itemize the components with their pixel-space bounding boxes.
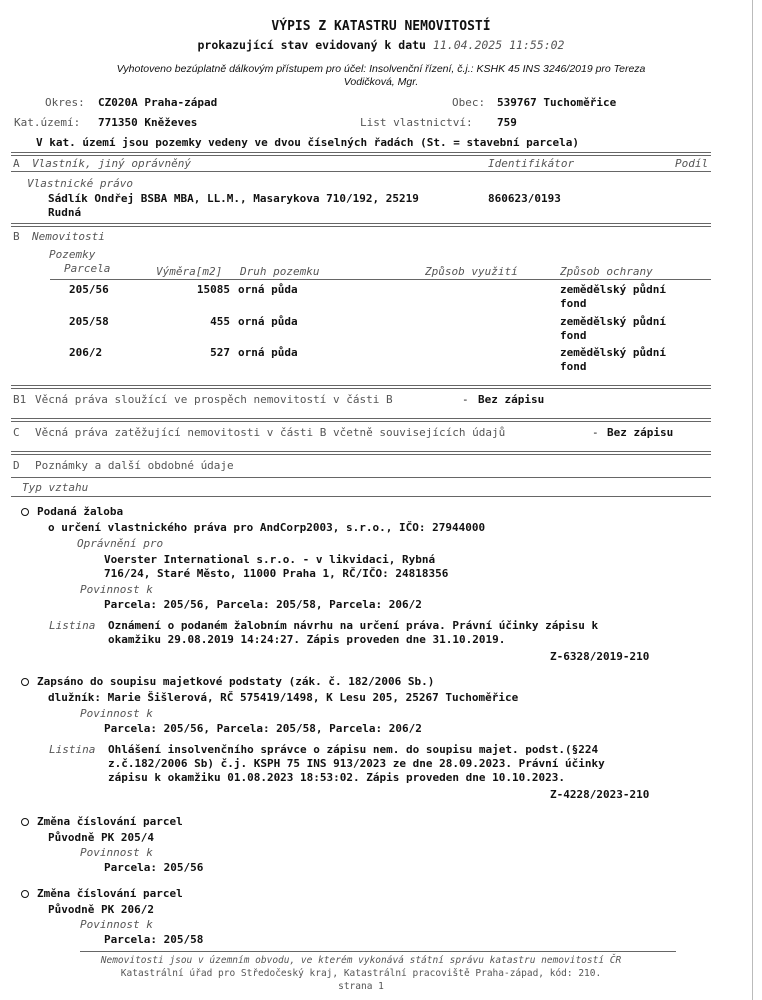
katuzemi-value: 771350 Kněževes xyxy=(98,116,198,129)
subtitle-date: 11.04.2025 11:55:02 xyxy=(432,38,565,52)
section-c-rule xyxy=(11,418,711,422)
typ-vztahu-rule xyxy=(11,496,711,497)
parcel-row-3-ochrana-2: fond xyxy=(560,360,587,373)
entry-3-povinnost-label: Povinnost k xyxy=(80,846,153,859)
section-c-value: Bez zápisu xyxy=(607,426,674,439)
vlastnicke-pravo-heading: Vlastnické právo xyxy=(27,177,133,190)
obec-value: 539767 Tuchoměřice xyxy=(497,96,617,109)
entry-2-povinnost-label: Povinnost k xyxy=(80,707,153,720)
entry-1-opravneni-line-1: Voerster International s.r.o. - v likvidaci, Rybná xyxy=(104,553,436,566)
entry-4-line: Původně PK 206/2 xyxy=(48,903,154,916)
section-b1-rule xyxy=(11,385,711,389)
document-title: VÝPIS Z KATASTRU NEMOVITOSTÍ xyxy=(271,19,491,34)
entry-1-opravneni-line-2: 716/24, Staré Město, 11000 Praha 1, RČ/IČO: 24818356 xyxy=(104,567,449,580)
entry-2-listina-label: Listina xyxy=(49,743,96,756)
purpose-line-2: Vodičková, Mgr. xyxy=(343,76,419,88)
footer-line-2: Katastrální úřad pro Středočeský kraj, Katastrální pracoviště Praha-západ, kód: 210. xyxy=(120,968,602,979)
entry-4-povinnost-value: Parcela: 205/58 xyxy=(104,933,204,946)
entry-3-title: Změna číslování parcel xyxy=(37,815,183,828)
parcel-row-3-vymera: 527 xyxy=(210,346,230,359)
entry-4-title: Změna číslování parcel xyxy=(37,887,183,900)
section-b-subrule xyxy=(50,279,711,280)
footer-page-number: strana 1 xyxy=(338,981,384,992)
section-d-prefix: D xyxy=(13,459,20,472)
section-a-prefix: A xyxy=(13,157,20,170)
subtitle-label: prokazující stav evidovaný k datu xyxy=(197,38,426,52)
lv-value: 759 xyxy=(497,116,517,129)
entry-1-povinnost-value: Parcela: 205/56, Parcela: 205/58, Parcela: 206/2 xyxy=(104,598,422,611)
section-b1-prefix: B1 xyxy=(13,393,27,406)
parcel-row-2-ochrana-2: fond xyxy=(560,329,587,342)
parcel-row-1-druh: orná půda xyxy=(238,283,298,296)
purpose-line-1: Vyhotoveno bezúplatně dálkovým přístupem pro účel: Insolvenční řízení, č.j.: KSHK 45 INS 3246/2019 pro Tereza xyxy=(116,63,646,75)
col-druh-pozemku: Druh pozemku xyxy=(240,265,320,278)
entry-1-opravneni-label: Oprávnění pro xyxy=(77,537,164,550)
kat-uzemi-note: V kat. území jsou pozemky vedeny ve dvou číselných řadách (St. = stavební parcela) xyxy=(36,136,580,149)
section-a-heading: Vlastník, jiný oprávněný xyxy=(32,157,191,170)
entry-2-line: dlužník: Marie Šišlerová, RČ 575419/1498, K Lesu 205, 25267 Tuchoměřice xyxy=(48,691,519,704)
parcel-row-3-ochrana-1: zemědělský půdní xyxy=(560,346,666,359)
entry-1-title: Podaná žaloba xyxy=(37,505,124,518)
col-parcela: Parcela xyxy=(64,262,111,275)
section-b1-dash: - xyxy=(462,393,469,406)
col-podil: Podíl xyxy=(675,157,709,170)
parcel-row-1-ochrana-2: fond xyxy=(560,297,587,310)
owner-identifier: 860623/0193 xyxy=(488,192,561,205)
parcel-row-2-vymera: 455 xyxy=(210,315,230,328)
parcel-row-2-parcela: 205/58 xyxy=(69,315,109,328)
col-pozemky: Pozemky xyxy=(49,248,96,261)
parcel-row-2-ochrana-1: zemědělský půdní xyxy=(560,315,666,328)
okres-value: CZ020A Praha-západ xyxy=(98,96,218,109)
obec-label: Obec: xyxy=(452,96,486,109)
entry-3-povinnost-value: Parcela: 205/56 xyxy=(104,861,204,874)
section-c-prefix: C xyxy=(13,426,20,439)
section-d-rule xyxy=(11,451,711,455)
entry-2-listina-line-3: zápisu k okamžiku 01.08.2023 18:53:02. Zápis proveden dne 10.10.2023. xyxy=(108,771,565,784)
col-vymera: Výměra[m2] xyxy=(156,265,223,278)
entry-2-povinnost-value: Parcela: 205/56, Parcela: 205/58, Parcela: 206/2 xyxy=(104,722,422,735)
section-c-dash: - xyxy=(592,426,599,439)
entry-1-povinnost-label: Povinnost k xyxy=(80,583,153,596)
entry-3-bullet xyxy=(21,818,29,826)
section-d-heading: Poznámky a další obdobné údaje xyxy=(35,459,234,472)
okres-label: Okres: xyxy=(45,96,85,109)
parcel-row-1-vymera: 15085 xyxy=(196,283,230,296)
page-edge xyxy=(752,0,753,1000)
parcel-row-3-parcela: 206/2 xyxy=(69,346,103,359)
entry-2-listina-line-1: Ohlášení insolvenčního správce o zápisu nem. do soupisu majet. podst.(§224 xyxy=(108,743,599,756)
owner-line-1: Sádlík Ondřej BSBA MBA, LL.M., Masarykova 710/192, 25219 xyxy=(48,192,419,205)
entry-4-povinnost-label: Povinnost k xyxy=(80,918,153,931)
col-identifikator: Identifikátor xyxy=(488,157,575,170)
katuzemi-label: Kat.území: xyxy=(14,116,81,129)
entry-2-title: Zapsáno do soupisu majetkové podstaty (zák. č. 182/2006 Sb.) xyxy=(37,675,435,688)
entry-1-listina-label: Listina xyxy=(49,619,96,632)
section-a-rule xyxy=(11,152,711,156)
typ-vztahu-label: Typ vztahu xyxy=(22,481,89,494)
col-zpusob-ochrany: Způsob ochrany xyxy=(560,265,653,278)
entry-1-listina-line-1: Oznámení o podaném žalobním návrhu na určení práva. Právní účinky zápisu k xyxy=(108,619,599,632)
lv-label: List vlastnictví: xyxy=(360,116,473,129)
owner-line-2: Rudná xyxy=(48,206,82,219)
document-subtitle xyxy=(0,38,762,52)
section-b-prefix: B xyxy=(13,230,20,243)
parcel-row-1-ochrana-1: zemědělský půdní xyxy=(560,283,666,296)
entry-3-line: Původně PK 205/4 xyxy=(48,831,154,844)
parcel-row-3-druh: orná půda xyxy=(238,346,298,359)
section-b-rule xyxy=(11,223,711,227)
section-a-subrule xyxy=(11,171,711,172)
entry-2-listina-line-2: z.č.182/2006 Sb) č.j. KSPH 75 INS 913/2023 ze dne 28.09.2023. Právní účinky xyxy=(108,757,605,770)
section-b-heading: Nemovitosti xyxy=(32,230,105,243)
entry-1-bullet xyxy=(21,508,29,516)
section-d-subrule xyxy=(11,477,711,478)
section-b1-value: Bez zápisu xyxy=(478,393,545,406)
entry-1-line: o určení vlastnického práva pro AndCorp2003, s.r.o., IČO: 27944000 xyxy=(48,521,486,534)
parcel-row-1-parcela: 205/56 xyxy=(69,283,109,296)
entry-1-listina-line-2: okamžiku 29.08.2019 14:24:27. Zápis proveden dne 31.10.2019. xyxy=(108,633,506,646)
entry-1-ref: Z-6328/2019-210 xyxy=(550,650,650,663)
entry-2-bullet xyxy=(21,678,29,686)
section-b1-heading: Věcná práva sloužící ve prospěch nemovitostí v části B xyxy=(35,393,393,406)
section-c-heading: Věcná práva zatěžující nemovitosti v části B včetně souvisejících údajů xyxy=(35,426,506,439)
entry-4-bullet xyxy=(21,890,29,898)
parcel-row-2-druh: orná půda xyxy=(238,315,298,328)
footer-line-1: Nemovitosti jsou v územním obvodu, ve kterém vykonává státní správu katastru nemovitostí ČR xyxy=(100,955,622,966)
entry-2-ref: Z-4228/2023-210 xyxy=(550,788,650,801)
footer-rule xyxy=(80,951,676,952)
col-zpusob-vyuziti: Způsob využití xyxy=(425,265,518,278)
